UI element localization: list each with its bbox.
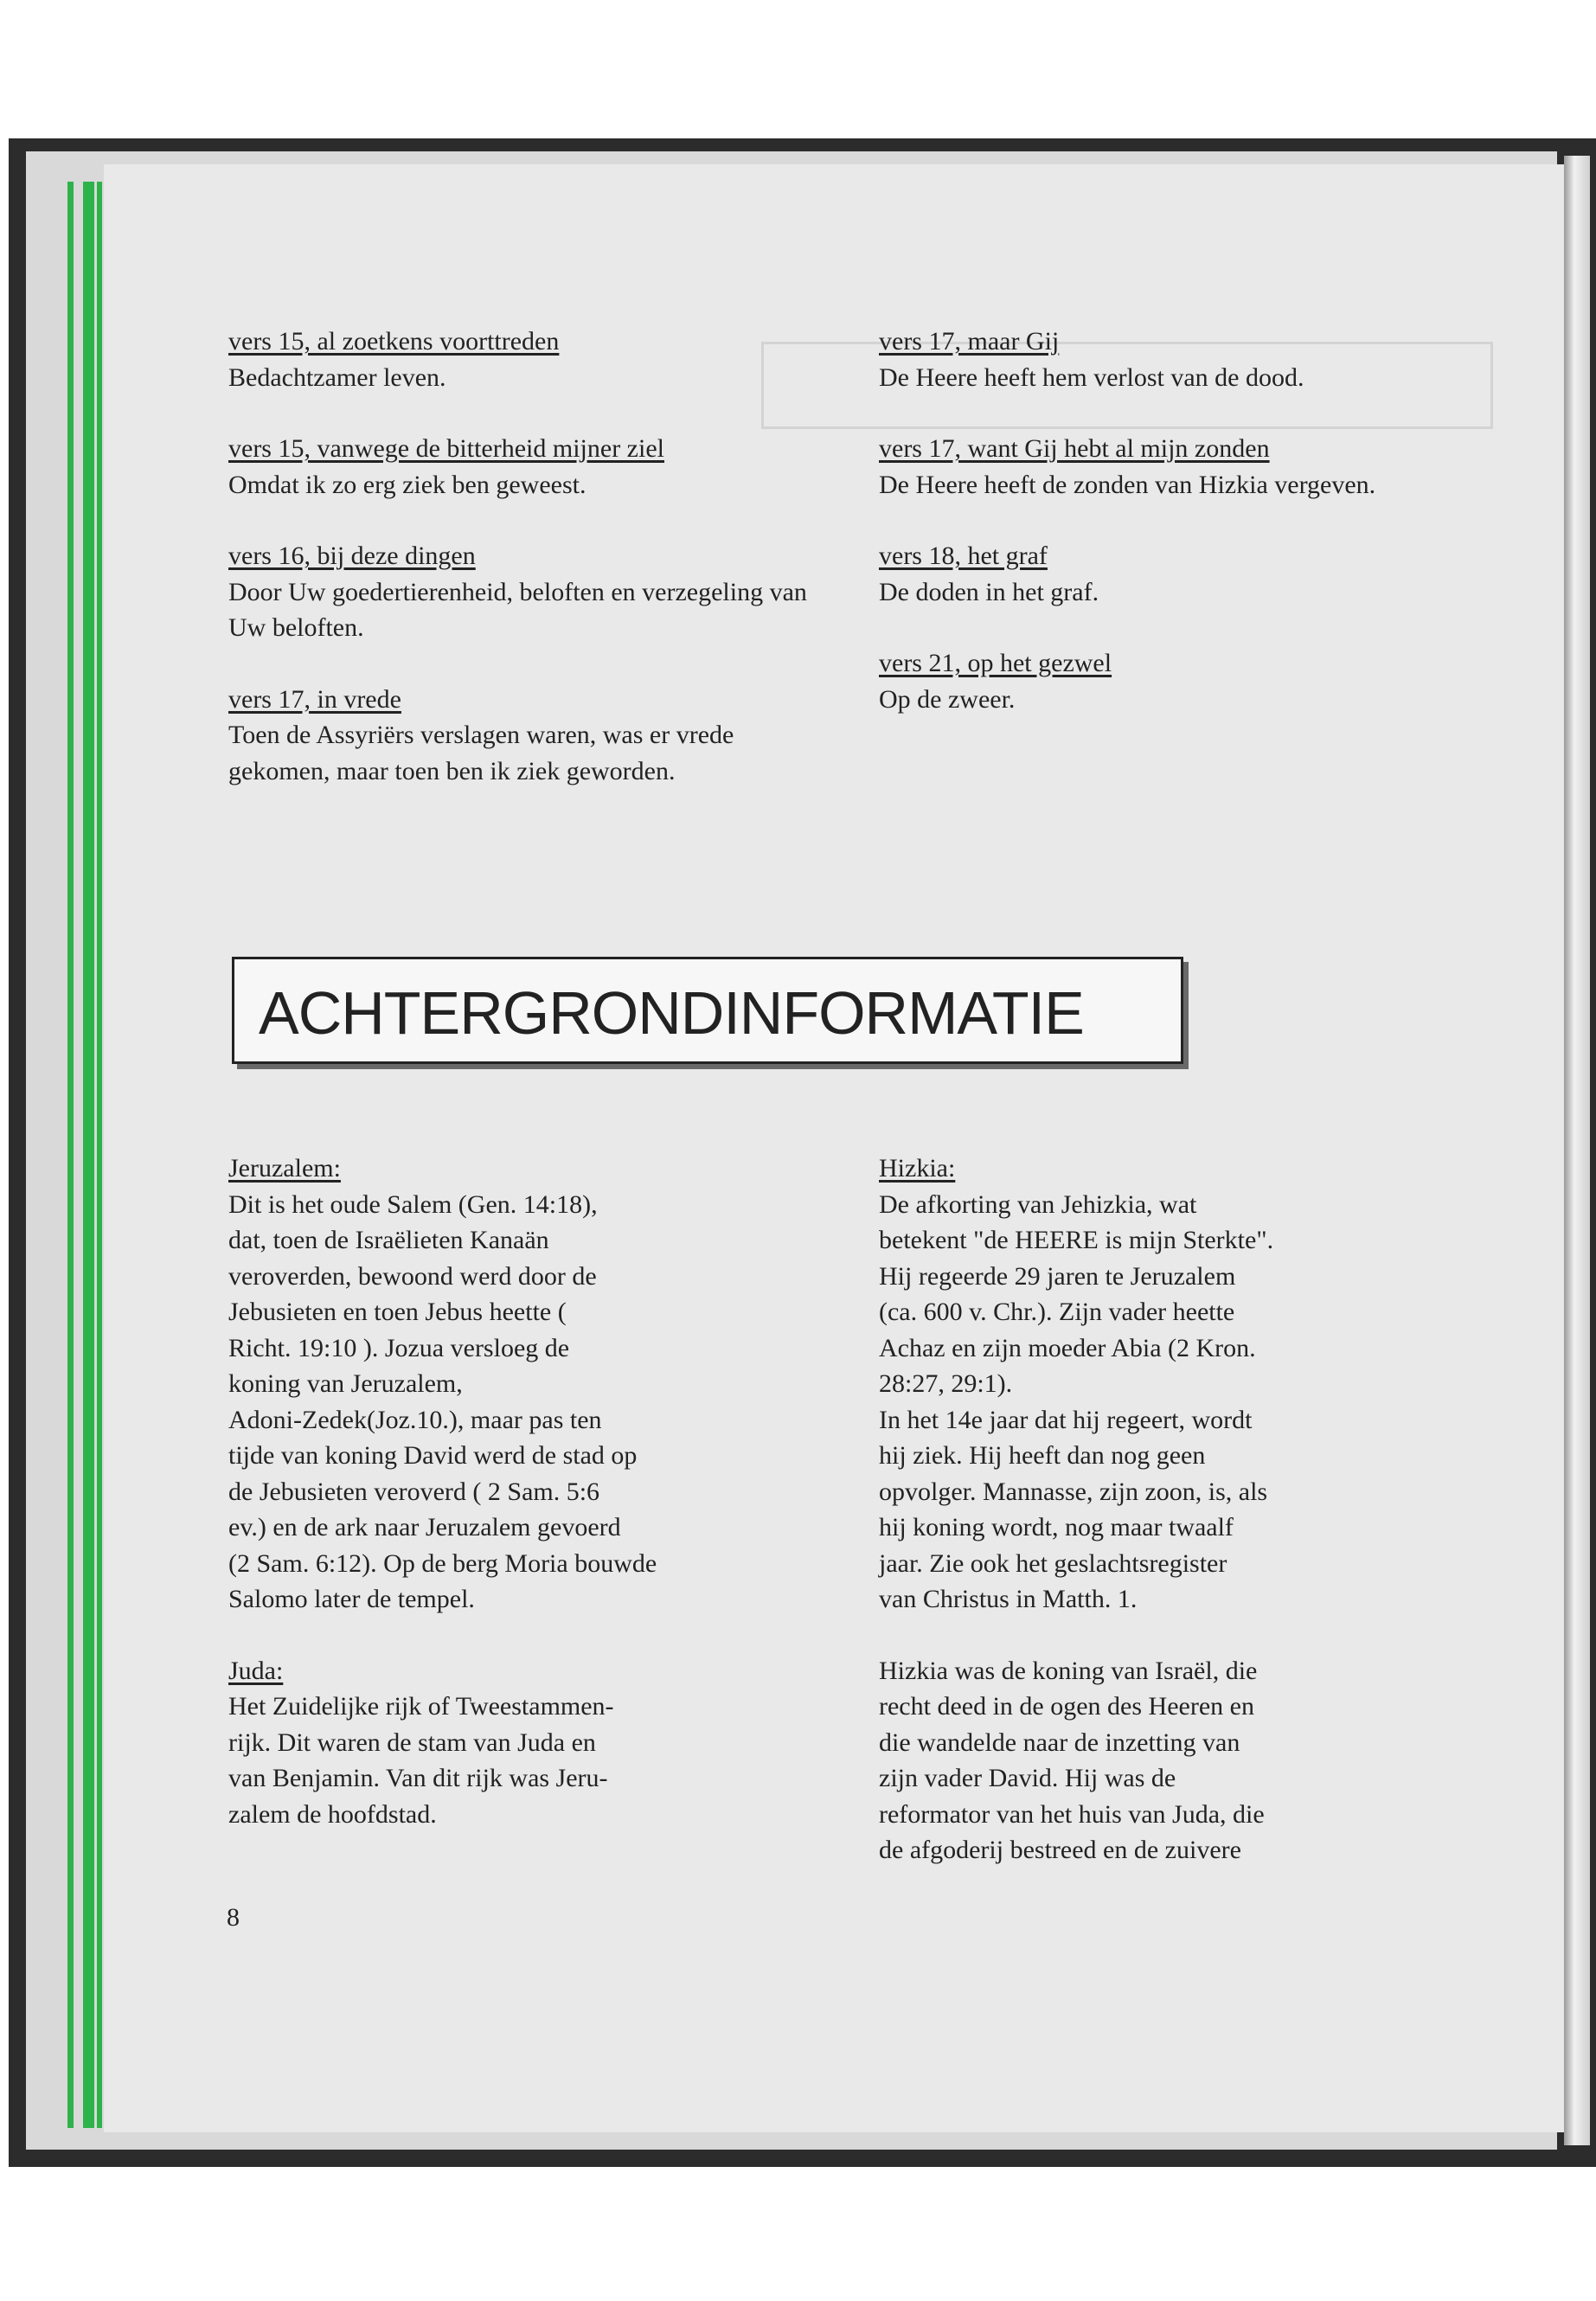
info-block: [879, 1150, 1502, 1618]
verse-reference: vers 15, al zoetkens voorttreden: [228, 327, 560, 356]
info-line: die wandelde naar de inzetting van: [879, 1727, 1240, 1757]
info-block: [228, 1653, 834, 1833]
verse-note: [228, 431, 817, 503]
info-line: Jebusieten en toen Jebus heette (: [228, 1298, 567, 1326]
info-line: de Jebusieten veroverd ( 2 Sam. 5:6: [228, 1477, 600, 1506]
green-strip: [83, 182, 94, 2128]
right-info-column: [879, 1150, 1502, 1904]
info-line: jaar. Zie ook het geslachtsregister: [879, 1548, 1227, 1578]
verse-explanation: Op de zweer.: [879, 684, 1016, 714]
verse-note: [228, 324, 817, 395]
info-line: In het 14e jaar dat hij regeert, wordt: [879, 1405, 1253, 1434]
verse-reference: vers 17, in vrede: [228, 684, 401, 714]
info-block: [879, 1653, 1502, 1868]
verse-explanation: De Heere heeft de zonden van Hizkia vergeven.: [879, 470, 1376, 499]
info-line: zalem de hoofdstad.: [228, 1799, 437, 1829]
info-line: Hij regeerde 29 jaren te Jeruzalem: [879, 1261, 1236, 1291]
verse-note: [879, 538, 1502, 610]
info-line: van Benjamin. Van dit rijk was Jeru-: [228, 1764, 608, 1792]
info-line: hij koning wordt, nog maar twaalf: [879, 1513, 1234, 1541]
verse-reference: vers 21, op het gezwel: [879, 649, 1112, 677]
verse-reference: vers 17, want Gij hebt al mijn zonden: [879, 434, 1270, 463]
section-heading-box: [232, 957, 1183, 1064]
info-line: Achaz en zijn moeder Abia (2 Kron.: [879, 1333, 1256, 1362]
info-line: rijk. Dit waren de stam van Juda en: [228, 1727, 596, 1757]
info-line: veroverden, bewoond werd door de: [228, 1261, 597, 1291]
book-spine: [1564, 156, 1590, 2145]
info-line: 28:27, 29:1).: [879, 1369, 1013, 1398]
green-strip: [67, 182, 74, 2128]
verse-note: [879, 645, 1502, 717]
section-heading: ACHTERGRONDINFORMATIE: [259, 979, 1084, 1047]
verse-note: [228, 538, 817, 646]
info-line: Adoni-Zedek(Joz.10.), maar pas ten: [228, 1405, 602, 1434]
verse-explanation: Omdat ik zo erg ziek ben geweest.: [228, 470, 586, 499]
info-line: recht deed in de ogen des Heeren en: [879, 1692, 1254, 1721]
info-line: Hizkia was de koning van Israël, die: [879, 1656, 1258, 1685]
info-line: hij ziek. Hij heeft dan nog geen: [879, 1441, 1206, 1470]
info-line: Dit is het oude Salem (Gen. 14:18),: [228, 1189, 598, 1219]
info-line: betekent "de HEERE is mijn Sterkte".: [879, 1226, 1274, 1254]
green-strip: [97, 182, 102, 2128]
info-block: [228, 1150, 834, 1618]
info-line: (ca. 600 v. Chr.). Zijn vader heette: [879, 1298, 1235, 1326]
verse-explanation: De doden in het graf.: [879, 577, 1099, 606]
info-line: koning van Jeruzalem,: [228, 1369, 463, 1398]
info-line: Richt. 19:10 ). Jozua versloeg de: [228, 1333, 570, 1362]
verse-note: [879, 431, 1502, 503]
top-left-column: [228, 324, 817, 824]
info-term: Jeruzalem:: [228, 1154, 341, 1183]
left-info-column: [228, 1150, 834, 1868]
verse-reference: vers 16, bij deze dingen: [228, 542, 476, 570]
page-number: 8: [227, 1903, 240, 1932]
info-line: tijde van koning David werd de stad op: [228, 1441, 638, 1470]
verse-reference: vers 17, maar Gij: [879, 327, 1060, 356]
info-line: van Christus in Matth. 1.: [879, 1585, 1138, 1613]
info-line: De afkorting van Jehizkia, wat: [879, 1189, 1197, 1219]
info-line: zijn vader David. Hij was de: [879, 1764, 1176, 1792]
verse-note: [228, 682, 817, 790]
info-line: Het Zuidelijke rijk of Tweestammen-: [228, 1692, 614, 1721]
info-line: opvolger. Mannasse, zijn zoon, is, als: [879, 1477, 1268, 1506]
verse-note: [879, 324, 1502, 395]
verse-reference: vers 18, het graf: [879, 542, 1048, 570]
info-line: Salomo later de tempel.: [228, 1585, 475, 1613]
info-line: ev.) en de ark naar Jeruzalem gevoerd: [228, 1513, 621, 1541]
info-line: (2 Sam. 6:12). Op de berg Moria bouwde: [228, 1548, 657, 1578]
info-line: reformator van het huis van Juda, die: [879, 1799, 1265, 1829]
info-term: Juda:: [228, 1656, 284, 1685]
verse-explanation: De Heere heeft hem verlost van de dood.: [879, 362, 1304, 392]
info-term: Hizkia:: [879, 1154, 956, 1183]
verse-explanation: Door Uw goedertierenheid, beloften en verzegeling van Uw beloften.: [228, 577, 807, 642]
verse-explanation: Bedachtzamer leven.: [228, 362, 446, 392]
info-line: de afgoderij bestreed en de zuivere: [879, 1836, 1241, 1864]
info-line: dat, toen de Israëlieten Kanaän: [228, 1226, 549, 1254]
verse-reference: vers 15, vanwege de bitterheid mijner ziel: [228, 434, 664, 463]
verse-explanation: Toen de Assyriërs verslagen waren, was er vrede gekomen, maar toen ben ik ziek geworden.: [228, 721, 734, 785]
top-right-column: [879, 324, 1502, 753]
